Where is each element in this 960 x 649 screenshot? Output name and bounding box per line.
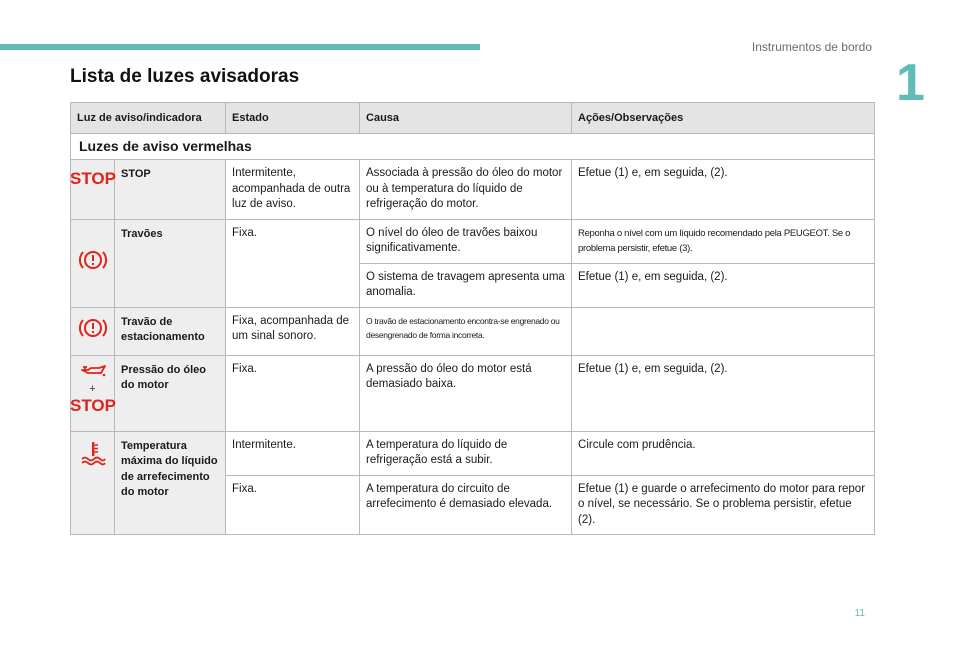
header-accent-bar — [0, 44, 480, 50]
stop-icon — [70, 395, 116, 415]
svg-text:STOP: STOP — [70, 396, 116, 415]
table-row — [71, 355, 875, 431]
table-row — [71, 431, 875, 475]
action-cell: Circule com prudência. — [572, 431, 875, 475]
coolant-temperature-icon — [71, 431, 115, 535]
column-header: Causa — [360, 103, 572, 134]
cause-cell: A pressão do óleo do motor está demasiado baixa. — [360, 355, 572, 431]
svg-text:STOP: STOP — [70, 169, 116, 188]
state-cell: Fixa. — [226, 475, 360, 535]
warning-lights-table — [70, 102, 875, 535]
action-cell: Reponha o nível com um líquido recomendado pela PEUGEOT. Se o problema persistir, efetue (3). — [572, 219, 875, 263]
cause-cell: O travão de estacionamento encontra-se engrenado ou desengrenado de forma incorreta. — [360, 307, 572, 355]
state-cell: Intermitente. — [226, 431, 360, 475]
action-cell: Efetue (1) e, em seguida, (2). — [572, 355, 875, 431]
page-number: 11 — [854, 608, 865, 619]
light-name: Travões — [115, 219, 226, 307]
light-name: Temperatura máxima do líquido de arrefecimento do motor — [115, 431, 226, 535]
light-name: Pressão do óleo do motor — [115, 355, 226, 431]
stop-icon — [71, 160, 115, 220]
table-row — [71, 219, 875, 263]
state-cell: Fixa, acompanhada de um sinal sonoro. — [226, 307, 360, 355]
page-title: Lista de luzes avisadoras — [70, 66, 300, 87]
brake-warning-icon — [71, 219, 115, 307]
light-name: Travão de estacionamento — [115, 307, 226, 355]
action-cell: Efetue (1) e, em seguida, (2). — [572, 160, 875, 220]
plus-sign: + — [89, 383, 96, 395]
table-row — [71, 160, 875, 220]
cause-cell: A temperatura do líquido de refrigeração está a subir. — [360, 431, 572, 475]
chapter-number: 1 — [896, 54, 925, 112]
state-cell: Intermitente, acompanhada de outra luz de aviso. — [226, 160, 360, 220]
column-header: Estado — [226, 103, 360, 134]
table-header-row — [71, 103, 875, 134]
state-cell: Fixa. — [226, 355, 360, 431]
category-row — [71, 134, 875, 160]
cause-cell: Associada à pressão do óleo do motor ou à temperatura do líquido de refrigeração do motor. — [360, 160, 572, 220]
column-header: Ações/Observações — [572, 103, 875, 134]
parking-brake-icon — [71, 307, 115, 355]
cause-cell: O sistema de travagem apresenta uma anomalia. — [360, 263, 572, 307]
category-title: Luzes de aviso vermelhas — [71, 134, 875, 160]
light-name: STOP — [115, 160, 226, 220]
cause-cell: O nível do óleo de travões baixou significativamente. — [360, 219, 572, 263]
state-cell: Fixa. — [226, 219, 360, 307]
column-header: Luz de aviso/indicadora — [71, 103, 226, 134]
section-title: Instrumentos de bordo — [751, 40, 872, 54]
action-cell — [572, 307, 875, 355]
table-row — [71, 307, 875, 355]
action-cell: Efetue (1) e guarde o arrefecimento do motor para repor o nível, se necessário. Se o problema persistir, efetue (2). — [572, 475, 875, 535]
oil-pressure-icon — [71, 355, 115, 431]
cause-cell: A temperatura do circuito de arrefecimento é demasiado elevada. — [360, 475, 572, 535]
action-cell: Efetue (1) e, em seguida, (2). — [572, 263, 875, 307]
